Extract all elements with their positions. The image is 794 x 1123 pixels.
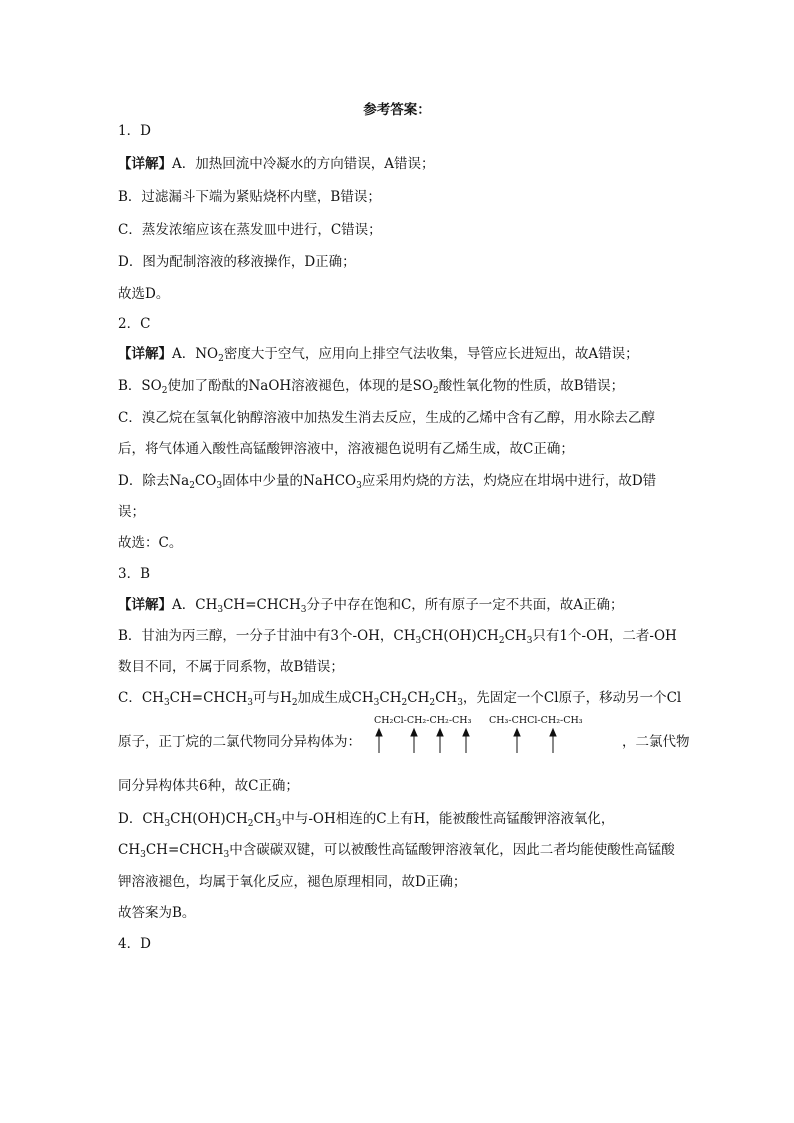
- q3-option-c-line2-suffix: ，二氯代物: [622, 734, 690, 750]
- page-title: 参考答案：: [363, 102, 431, 118]
- formula-1: CH₂Cl-CH₂-CH₂-CH₃: [374, 715, 472, 726]
- detail-tag: 【详解】: [118, 156, 172, 172]
- q3-option-b-line1: B．甘油为丙三醇，一分子甘油中有3个-OH，$CH_3CH(OH)CH_2CH_3$只有1个-OH，二者-OH: [118, 628, 677, 646]
- q3-number: 3．B: [118, 566, 151, 582]
- q1-number: 1．D: [118, 123, 151, 139]
- q1-option-c: C．蒸发浓缩应该在蒸发皿中进行，C错误；: [118, 222, 382, 238]
- q2-number: 2．C: [118, 316, 151, 332]
- q3-option-c-line1: C．$CH_3CH=CHCH_3$可与$H_2$加成生成$CH_3CH_2CH_2CH_3$，先固定一个Cl原子，移动另一个Cl: [118, 690, 682, 708]
- q3-option-a: 【详解】A．$CH_3CH=CHCH_3$分子中存在饱和C，所有原子一定不共面，故A正确；: [118, 597, 624, 615]
- q3-option-c-line3: 同分异构体共6种，故C正确；: [118, 778, 299, 794]
- q3-conclusion: 故答案为B。: [118, 905, 196, 921]
- q2-option-c-line2: 后，将气体通入酸性高锰酸钾溶液中，溶液褪色说明有乙烯生成，故C正确；: [118, 441, 574, 457]
- isomer-formula-diagram: [374, 715, 604, 755]
- formula-2: CH₃-CHCl-CH₂-CH₃: [489, 715, 583, 726]
- q3-option-b-line2: 数目不同，不属于同系物，故B错误；: [118, 659, 344, 675]
- q2-conclusion: 故选：C。: [118, 535, 183, 551]
- q3-option-d-line1: D．$CH_3CH(OH)CH_2CH_3$中与-OH相连的C上有H，能被酸性高锰酸钾溶液氧化，: [118, 811, 615, 829]
- q2-option-c-line1: C．溴乙烷在氢氧化钠醇溶液中加热发生消去反应，生成的乙烯中含有乙醇，用水除去乙醇: [118, 410, 655, 426]
- q3-option-d-line2: $CH_3CH=CHCH_3$中含碳碳双键，可以被酸性高锰酸钾溶液氧化，因此二者均能使酸性高锰酸: [118, 842, 675, 860]
- q3-option-c-line2-prefix: 原子，正丁烷的二氯代物同分异构体为：: [118, 734, 361, 750]
- q4-number: 4．D: [118, 936, 151, 952]
- position-arrows: [374, 727, 604, 755]
- q2-option-b: B．$SO_2$使加了酚酞的NaOH溶液褪色，体现的是$SO_2$酸性氧化物的性质，故B错误；: [118, 378, 625, 396]
- q1-option-a: 【详解】A．加热回流中冷凝水的方向错误，A错误；: [118, 156, 435, 172]
- q1-option-d: D．图为配制溶液的移液操作，D正确；: [118, 254, 356, 270]
- q3-option-d-line3: 钾溶液褪色，均属于氧化反应，褪色原理相同，故D正确；: [118, 874, 467, 890]
- q1-option-b: B．过滤漏斗下端为紧贴烧杯内壁，B错误；: [118, 189, 381, 205]
- q2-option-d-line1: D．除去$Na_2CO_3$固体中少量的NaHCO$_3$应采用灼烧的方法，灼烧应在坩埚中进行，故D错: [118, 473, 657, 491]
- q2-option-d-line2: 误；: [118, 504, 145, 520]
- detail-tag: 【详解】: [118, 346, 172, 362]
- detail-tag: 【详解】: [118, 597, 172, 613]
- q1-conclusion: 故选D。: [118, 286, 170, 302]
- q2-option-a: 【详解】A．$NO_2$密度大于空气，应用向上排空气法收集，导管应长进短出，故A错误；: [118, 346, 639, 364]
